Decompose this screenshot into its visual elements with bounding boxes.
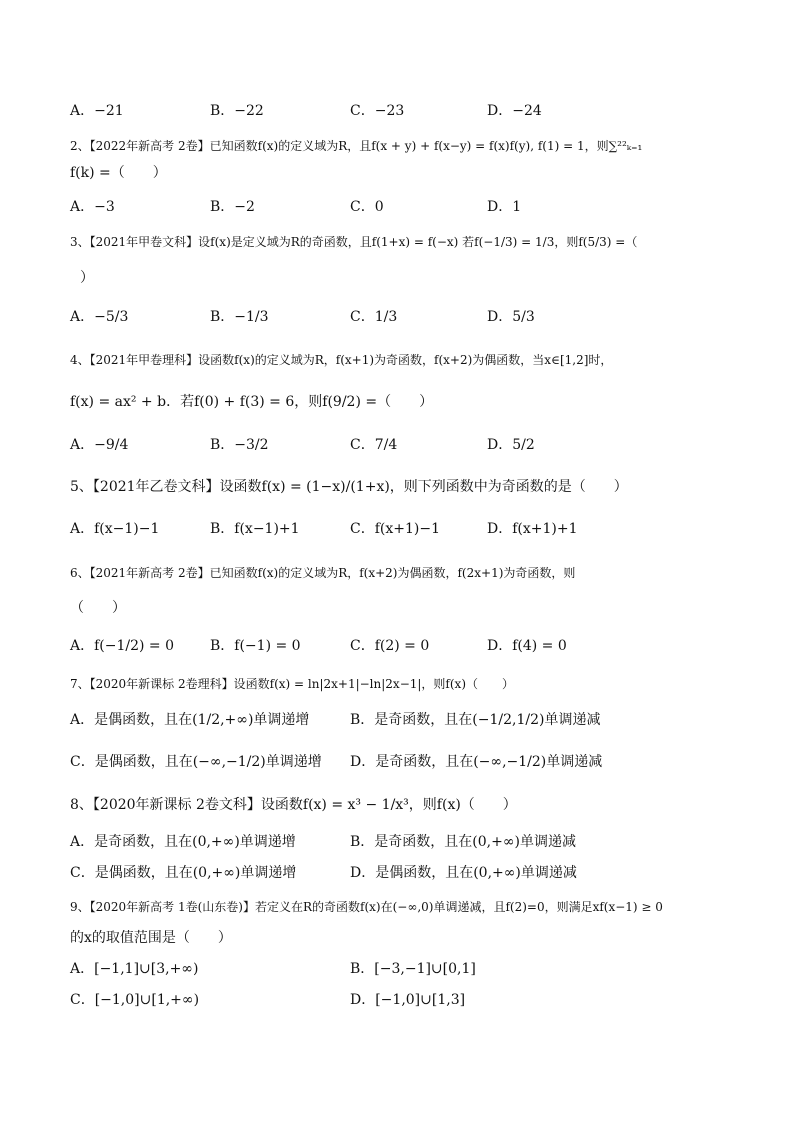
q9-option-b: B．[−3,−1]∪[0,1] <box>350 961 476 977</box>
q1-option-c: C．−23 <box>350 103 405 119</box>
q3-option-c: C．1/3 <box>350 309 398 325</box>
q3-option-d: D．5/3 <box>487 309 535 325</box>
q4-option-b: B．−3/2 <box>210 437 269 453</box>
q3-stem: 3、【2021年甲卷文科】设f(x)是定义域为R的奇函数，且f(1+x) = f(−x) 若f(−1/3) = 1/3，则f(5/3) =（ <box>70 235 638 249</box>
q4-option-c: C．7/4 <box>350 437 398 453</box>
q8-stem: 8、【2020年新课标 2卷文科】设函数f(x) = x³ − 1/x³，则f(x)（ ） <box>70 797 517 813</box>
q7-option-a: A．是偶函数，且在(1/2,+∞)单调递增 <box>70 712 310 728</box>
q6-option-c: C．f(2) = 0 <box>350 638 430 654</box>
q5-option-d: D．f(x+1)+1 <box>487 521 578 537</box>
q5-stem: 5、【2021年乙卷文科】设函数f(x) = (1−x)/(1+x)，则下列函数中为奇函数的是（ ） <box>70 479 628 495</box>
q9-option-d: D．[−1,0]∪[1,3] <box>350 992 466 1008</box>
q5-option-c: C．f(x+1)−1 <box>350 521 440 537</box>
q5-option-b: B．f(x−1)+1 <box>210 521 300 537</box>
q7-option-d: D．是奇函数，且在(−∞,−1/2)单调递减 <box>350 754 603 770</box>
q1-option-b: B．−22 <box>210 103 264 119</box>
q6-option-d: D．f(4) = 0 <box>487 638 567 654</box>
q5-option-a: A．f(x−1)−1 <box>70 521 160 537</box>
q4-stem: 4、【2021年甲卷理科】设函数f(x)的定义域为R，f(x+1)为奇函数，f(x+2)为偶函数，当x∈[1,2]时， <box>70 353 613 367</box>
q7-stem: 7、【2020年新课标 2卷理科】设函数f(x) = ln|2x+1|−ln|2x−1|，则f(x)（ ） <box>70 677 514 691</box>
q3-option-a: A．−5/3 <box>70 309 129 325</box>
q9-option-a: A．[−1,1]∪[3,+∞) <box>70 961 199 977</box>
q4-stem-continued: f(x) = ax² + b．若f(0) + f(3) = 6，则f(9/2) =（ ） <box>70 394 434 410</box>
q9-stem-continued: 的x的取值范围是（ ） <box>70 930 232 946</box>
q2-stem: 2、【2022年新高考 2卷】已知函数f(x)的定义域为R，且f(x + y) + f(x−y) = f(x)f(y), f(1) = 1，则∑²²ₖ₌₁ <box>70 139 643 153</box>
q6-option-b: B．f(−1) = 0 <box>210 638 301 654</box>
q8-option-c: C．是偶函数，且在(0,+∞)单调递增 <box>70 865 297 881</box>
q1-option-a: A．−21 <box>70 103 124 119</box>
q4-option-a: A．−9/4 <box>70 437 129 453</box>
q3-stem-continued: ） <box>80 270 94 286</box>
q7-option-b: B．是奇函数，且在(−1/2,1/2)单调递减 <box>350 712 601 728</box>
q2-option-d: D．1 <box>487 199 522 215</box>
q8-option-d: D．是偶函数，且在(0,+∞)单调递减 <box>350 865 577 881</box>
q9-stem: 9、【2020年新高考 1卷(山东卷)】若定义在R的奇函数f(x)在(−∞,0)单调递减，且f(2)=0，则满足xf(x−1) ≥ 0 <box>70 900 663 914</box>
q6-stem-continued: （ ） <box>70 600 126 616</box>
q9-option-c: C．[−1,0]∪[1,+∞) <box>70 992 200 1008</box>
q8-option-a: A．是奇函数，且在(0,+∞)单调递增 <box>70 834 296 850</box>
q2-option-c: C．0 <box>350 199 384 215</box>
q6-stem: 6、【2021年新高考 2卷】已知函数f(x)的定义域为R，f(x+2)为偶函数，f(2x+1)为奇函数，则 <box>70 566 576 580</box>
q2-stem-continued: f(k) =（ ） <box>70 165 167 181</box>
q2-option-b: B．−2 <box>210 199 255 215</box>
q3-option-b: B．−1/3 <box>210 309 269 325</box>
q1-option-d: D．−24 <box>487 103 542 119</box>
q4-option-d: D．5/2 <box>487 437 535 453</box>
q6-option-a: A．f(−1/2) = 0 <box>70 638 175 654</box>
q8-option-b: B．是奇函数，且在(0,+∞)单调递减 <box>350 834 576 850</box>
q7-option-c: C．是偶函数，且在(−∞,−1/2)单调递增 <box>70 754 322 770</box>
q2-option-a: A．−3 <box>70 199 115 215</box>
